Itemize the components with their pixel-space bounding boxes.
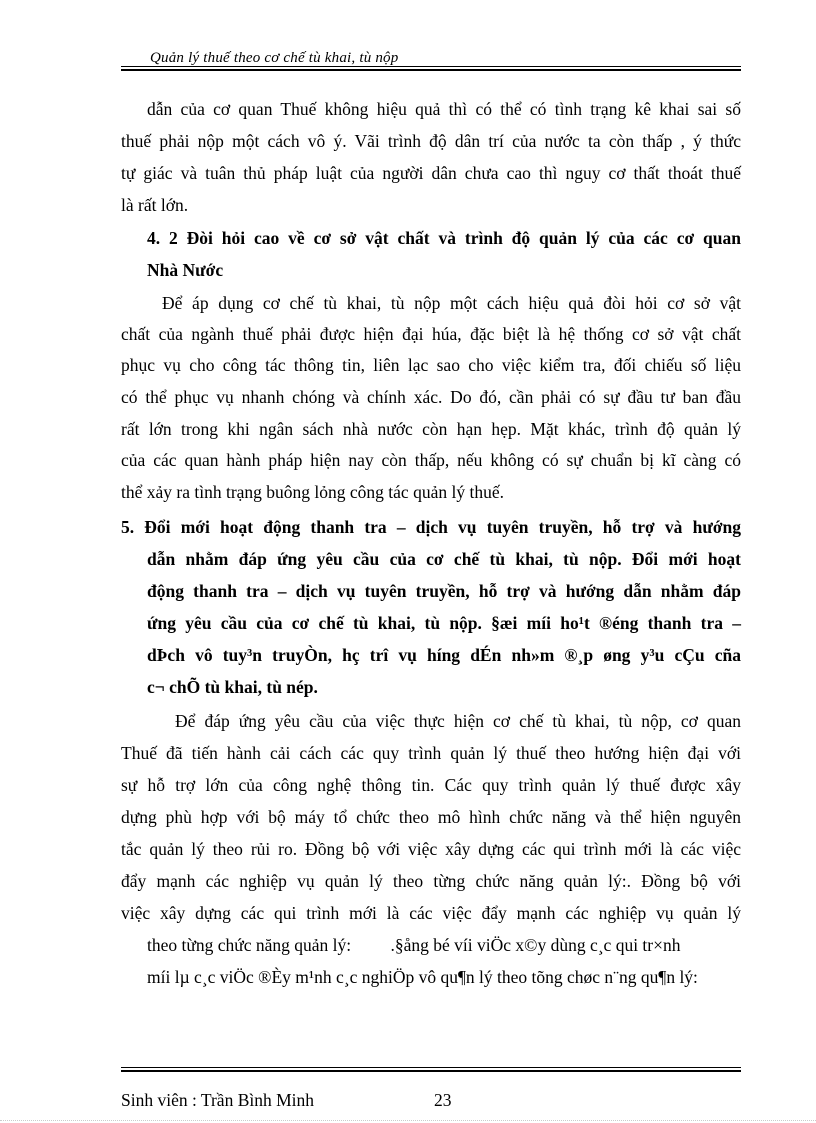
footer-author: Sinh viên : Trần Bình Minh <box>121 1090 315 1110</box>
text-line: chất của ngành thuế phải được hiện đại húa, đặc biệt là hệ thống cơ sở vật chất <box>121 324 741 344</box>
text-line: đẩy mạnh các nghiệp vụ quản lý theo từng chức năng quản lý:. Đồng bộ với <box>121 871 741 891</box>
text-line: thuế phải nộp một cách vô ý. Vãi trình độ dân trí của nước ta còn thấp , ý thức <box>121 131 741 151</box>
text-line: Để đáp ứng yêu cầu của việc thực hiện cơ chế tù khai, tù nộp, cơ quan <box>175 711 741 731</box>
text-line: việc xây dựng các qui trình mới là các việc đẩy mạnh các nghiệp vụ quản lý <box>121 903 741 923</box>
text-line: tắc quản lý theo rủi ro. Đồng bộ với việc xây dựng các qui trình mới là các việc <box>121 839 741 859</box>
header-title: Quản lý thuế theo cơ chế tù khai, tù nộp <box>150 50 399 66</box>
text-line: sự hỗ trợ lớn của công nghệ thông tin. Các quy trình quản lý thuế được xây <box>121 775 741 795</box>
page-edge-divider <box>0 1120 816 1121</box>
section-heading: 4. 2 Đòi hỏi cao về cơ sở vật chất và trình độ quản lý của các cơ quan <box>147 228 741 248</box>
text-line: rất lớn trong khi ngân sách nhà nước còn hạn hẹp. Mặt khác, trình độ quản lý <box>121 419 741 439</box>
text-line: míi lµ c¸c viÖc ®Èy m¹nh c¸c nghiÖp vô qu¶n lý theo tõng chøc n¨ng qu¶n lý: <box>147 967 698 987</box>
footer-rule <box>121 1067 741 1072</box>
text-line: Để áp dụng cơ chế tù khai, tù nộp một cách hiệu quả đòi hỏi cơ sở vật <box>162 293 741 313</box>
section-heading: ứng yêu cầu của cơ chế tù khai, tù nộp. §æi míi ho¹t ®éng thanh tra – <box>147 613 741 633</box>
text-line: dẫn của cơ quan Thuế không hiệu quả thì có thể có tình trạng kê khai sai số <box>147 99 741 119</box>
text-line: tự giác và tuân thủ pháp luật của người dân chưa cao thì nguy cơ thất thoát thuế <box>121 163 741 183</box>
text-line: Thuế đã tiến hành cải cách các quy trình quản lý thuế theo hướng hiện đại với <box>121 743 741 763</box>
section-heading: dẫn nhằm đáp ứng yêu cầu của cơ chế tù khai, tù nộp. Đổi mới hoạt <box>147 549 741 569</box>
section-heading: c¬ chÕ tù khai, tù nép. <box>147 677 318 697</box>
section-heading: 5. Đổi mới hoạt động thanh tra – dịch vụ tuyên truyền, hỗ trợ và hướng <box>121 517 741 537</box>
text-line: của các quan hành pháp hiện nay còn thấp, nếu không có sự chuẩn bị kĩ càng có <box>121 450 741 470</box>
page-number: 23 <box>434 1090 452 1110</box>
text-line: phục vụ cho công tác thông tin, liên lạc sao cho việc kiểm tra, đối chiếu số liệu <box>121 355 741 375</box>
section-heading: Nhà Nước <box>147 260 224 280</box>
section-heading: dÞch vô tuy³n truyÒn, hç trî vụ híng dÉn nh»m ®¸p øng y³u cÇu cña <box>147 645 741 665</box>
text-line: dựng phù hợp với bộ máy tổ chức theo mô hình chức năng và thể hiện nguyên <box>121 807 741 827</box>
header-rule <box>121 66 741 71</box>
text-line: theo từng chức năng quản lý: .§ång bé víi viÖc x©y dùng c¸c qui tr×nh <box>147 935 681 955</box>
text-line: là rất lớn. <box>121 195 189 215</box>
text-line: thể xảy ra tình trạng buông lỏng công tác quản lý thuế. <box>121 482 504 502</box>
section-heading: động thanh tra – dịch vụ tuyên truyền, hỗ trợ và hướng dẫn nhằm đáp <box>147 581 741 601</box>
text-line: có thể phục vụ nhanh chóng và chính xác. Do đó, cần phải có sự đầu tư ban đầu <box>121 387 741 407</box>
